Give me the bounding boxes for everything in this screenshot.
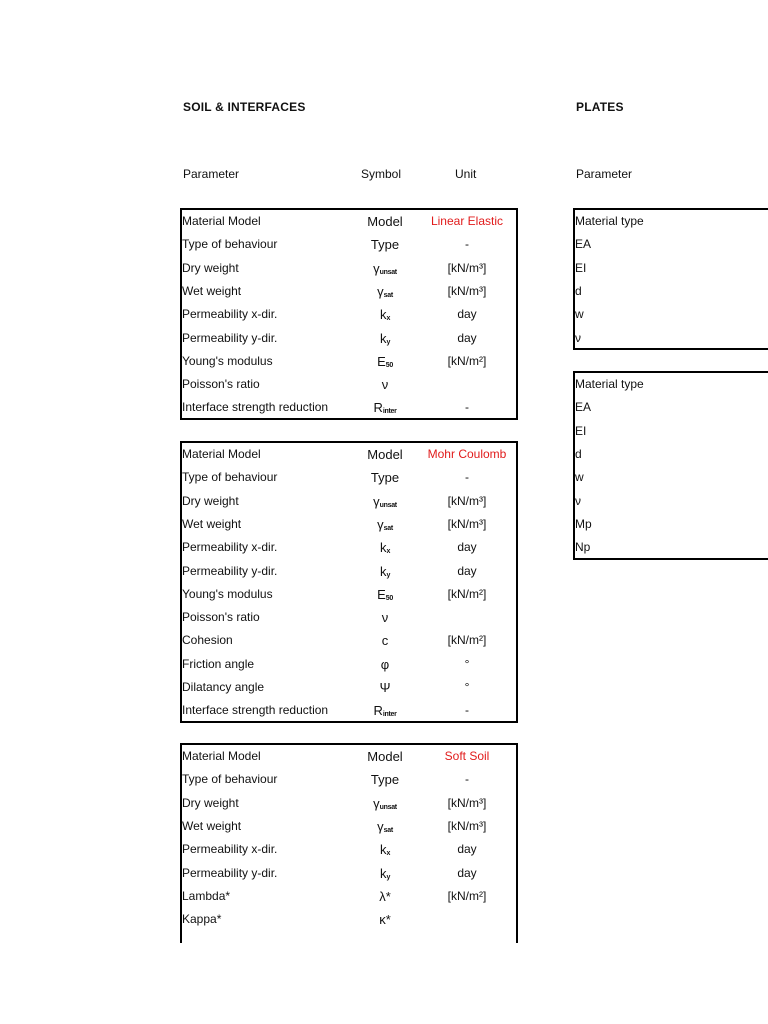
unit-cell: [kN/m²] bbox=[447, 633, 487, 648]
table-row bbox=[182, 210, 516, 233]
table-row bbox=[182, 280, 516, 303]
unit-cell: [kN/m³] bbox=[447, 260, 487, 275]
parameter-cell: Wet weight bbox=[182, 516, 242, 531]
unit-cell: - bbox=[465, 703, 469, 718]
table-row bbox=[182, 327, 516, 350]
plate-parameter-row: w bbox=[575, 470, 584, 485]
symbol-text: γ bbox=[377, 283, 384, 299]
plate-parameter-row: ν bbox=[575, 330, 581, 345]
table-row bbox=[182, 653, 516, 676]
table-row bbox=[182, 908, 516, 931]
symbol-text: R bbox=[373, 400, 383, 416]
symbol-subscript: 50 bbox=[385, 361, 393, 369]
symbol-subscript: inter bbox=[382, 408, 397, 416]
symbol-subscript: sat bbox=[383, 524, 393, 532]
material-model-value: Soft Soil bbox=[444, 749, 490, 763]
soft-soil-table bbox=[180, 743, 518, 943]
unit-cell: day bbox=[457, 307, 477, 322]
unit-cell: - bbox=[465, 470, 469, 485]
symbol-text: φ bbox=[380, 656, 390, 672]
parameter-cell: Poisson's ratio bbox=[182, 610, 260, 625]
symbol-text: γ bbox=[377, 818, 384, 834]
parameter-cell: Lambda* bbox=[182, 888, 231, 903]
unit-cell: [kN/m³] bbox=[447, 493, 487, 508]
parameter-cell: Material Model bbox=[182, 749, 261, 763]
unit-cell: [kN/m³] bbox=[447, 283, 487, 298]
unit-cell: [kN/m²] bbox=[447, 888, 487, 903]
table-row bbox=[182, 373, 516, 396]
symbol-subscript: 50 bbox=[385, 594, 393, 602]
symbol-subscript: y bbox=[386, 338, 391, 346]
table-row bbox=[182, 350, 516, 373]
symbol-text: Model bbox=[367, 749, 403, 764]
symbol-text: ν bbox=[381, 377, 389, 393]
material-model-value: Mohr Coulomb bbox=[427, 447, 507, 461]
symbol-subscript: x bbox=[386, 548, 391, 556]
symbol-subscript: unsat bbox=[379, 268, 397, 276]
symbol-cell bbox=[334, 908, 436, 931]
unit-cell: [kN/m³] bbox=[447, 516, 487, 531]
plate-parameter-row: ν bbox=[575, 493, 581, 508]
table-row bbox=[182, 815, 516, 838]
plate-parameter-row: d bbox=[575, 446, 582, 461]
symbol-text: k bbox=[379, 563, 387, 579]
parameter-cell: Young's modulus bbox=[182, 586, 273, 601]
plate-parameter-row: Material type bbox=[575, 214, 644, 228]
table-row bbox=[182, 560, 516, 583]
table-row bbox=[182, 745, 516, 768]
unit-cell: ° bbox=[464, 680, 470, 694]
symbol-cell bbox=[334, 606, 436, 629]
symbol-text: γ bbox=[373, 795, 380, 811]
plate-parameter-row: Material type bbox=[575, 377, 644, 391]
parameter-cell: Dilatancy angle bbox=[182, 680, 265, 694]
parameter-cell: Poisson's ratio bbox=[182, 377, 260, 392]
table-row bbox=[182, 629, 516, 652]
unit-header: Unit bbox=[455, 167, 477, 181]
unit-cell: day bbox=[457, 842, 477, 857]
symbol-text: Type bbox=[370, 772, 400, 788]
symbol-text: λ* bbox=[379, 888, 391, 904]
plate-parameter-row: EA bbox=[575, 400, 592, 415]
parameter-cell: Cohesion bbox=[182, 633, 233, 648]
table-row bbox=[182, 676, 516, 699]
symbol-text: κ* bbox=[379, 912, 391, 928]
table-row bbox=[182, 862, 516, 885]
plates-parameter-header: Parameter bbox=[576, 167, 633, 181]
parameter-cell: Type of behaviour bbox=[182, 470, 278, 485]
symbol-cell bbox=[334, 373, 436, 396]
symbol-subscript: unsat bbox=[379, 803, 397, 811]
parameter-cell: Interface strength reduction bbox=[182, 703, 329, 718]
soil-section-title: SOIL & INTERFACES bbox=[183, 100, 306, 114]
symbol-subscript: y bbox=[386, 873, 391, 881]
symbol-text: Ψ bbox=[379, 680, 391, 695]
parameter-cell: Interface strength reduction bbox=[182, 400, 329, 415]
symbol-text: ν bbox=[381, 610, 389, 626]
table-row bbox=[182, 768, 516, 791]
symbol-text: Model bbox=[367, 447, 403, 462]
plate-parameter-row: Np bbox=[575, 540, 591, 555]
symbol-text: γ bbox=[377, 516, 384, 532]
unit-cell: - bbox=[465, 400, 469, 415]
symbol-subscript: y bbox=[386, 571, 391, 579]
table-row bbox=[182, 303, 516, 326]
unit-cell: day bbox=[457, 865, 477, 880]
table-row bbox=[182, 606, 516, 629]
parameter-cell: Type of behaviour bbox=[182, 772, 278, 787]
parameter-cell: Permeability y-dir. bbox=[182, 330, 278, 345]
parameter-cell: Permeability y-dir. bbox=[182, 563, 278, 578]
symbol-text: k bbox=[379, 540, 387, 556]
symbol-text: Model bbox=[367, 214, 403, 229]
mohr-coulomb-table bbox=[180, 441, 518, 723]
plate-parameter-row: EA bbox=[575, 237, 592, 252]
parameter-cell: Material Model bbox=[182, 447, 261, 461]
symbol-text: R bbox=[373, 703, 383, 719]
parameter-cell: Dry weight bbox=[182, 795, 239, 810]
table-row bbox=[182, 490, 516, 513]
table-row bbox=[182, 536, 516, 559]
parameter-header: Parameter bbox=[183, 167, 240, 181]
symbol-text: Type bbox=[370, 237, 400, 253]
plate-parameter-row: EI bbox=[575, 423, 587, 438]
symbol-text: k bbox=[379, 307, 387, 323]
plate-parameter-row: d bbox=[575, 283, 582, 298]
material-model-value: Linear Elastic bbox=[430, 214, 504, 228]
symbol-subscript: x bbox=[386, 850, 391, 858]
unit-cell: [kN/m²] bbox=[447, 353, 487, 368]
symbol-text: Type bbox=[370, 470, 400, 486]
table-row bbox=[182, 699, 516, 722]
table-row bbox=[182, 792, 516, 815]
plate-parameter-row: Mp bbox=[575, 516, 592, 531]
table-row bbox=[182, 233, 516, 256]
symbol-text: k bbox=[379, 865, 387, 881]
parameter-cell: Permeability x-dir. bbox=[182, 307, 278, 322]
parameter-cell: Dry weight bbox=[182, 493, 239, 508]
table-row bbox=[182, 257, 516, 280]
symbol-text: k bbox=[379, 842, 387, 858]
unit-cell: - bbox=[465, 237, 469, 252]
parameter-cell: Type of behaviour bbox=[182, 237, 278, 252]
symbol-text: E bbox=[377, 353, 386, 369]
parameter-cell: Dry weight bbox=[182, 260, 239, 275]
symbol-text: γ bbox=[373, 260, 380, 276]
plate-parameter-row: EI bbox=[575, 260, 587, 275]
symbol-subscript: inter bbox=[382, 711, 397, 719]
linear-elastic-table bbox=[180, 208, 518, 420]
plate-table-1 bbox=[573, 208, 768, 350]
parameter-cell: Material Model bbox=[182, 214, 261, 228]
symbol-subscript: sat bbox=[383, 826, 393, 834]
symbol-header: Symbol bbox=[361, 167, 402, 181]
parameter-cell: Wet weight bbox=[182, 818, 242, 833]
plates-section-title: PLATES bbox=[576, 100, 624, 114]
parameter-cell: Friction angle bbox=[182, 656, 255, 671]
symbol-subscript: unsat bbox=[379, 501, 397, 509]
symbol-subscript: sat bbox=[383, 291, 393, 299]
unit-cell: [kN/m³] bbox=[447, 795, 487, 810]
parameter-cell: Young's modulus bbox=[182, 353, 273, 368]
symbol-text: c bbox=[381, 633, 389, 649]
symbol-text: γ bbox=[373, 493, 380, 509]
plate-parameter-row: w bbox=[575, 307, 584, 322]
table-row bbox=[182, 466, 516, 489]
plate-table-2 bbox=[573, 371, 768, 560]
symbol-subscript: x bbox=[386, 315, 391, 323]
unit-cell: ° bbox=[464, 656, 470, 671]
symbol-text: E bbox=[377, 586, 386, 602]
parameter-cell: Permeability x-dir. bbox=[182, 842, 278, 857]
table-row bbox=[182, 396, 516, 419]
unit-cell: day bbox=[457, 540, 477, 555]
table-row bbox=[182, 838, 516, 861]
parameter-cell: Wet weight bbox=[182, 283, 242, 298]
table-row bbox=[182, 443, 516, 466]
parameter-cell: Kappa* bbox=[182, 912, 222, 927]
table-row bbox=[182, 513, 516, 536]
unit-cell: day bbox=[457, 330, 477, 345]
unit-cell: - bbox=[465, 772, 469, 787]
parameter-cell: Permeability y-dir. bbox=[182, 865, 278, 880]
unit-cell: day bbox=[457, 563, 477, 578]
unit-cell: [kN/m³] bbox=[447, 818, 487, 833]
unit-cell: [kN/m²] bbox=[447, 586, 487, 601]
table-row bbox=[182, 885, 516, 908]
parameter-cell: Permeability x-dir. bbox=[182, 540, 278, 555]
symbol-text: k bbox=[379, 330, 387, 346]
table-row bbox=[182, 583, 516, 606]
